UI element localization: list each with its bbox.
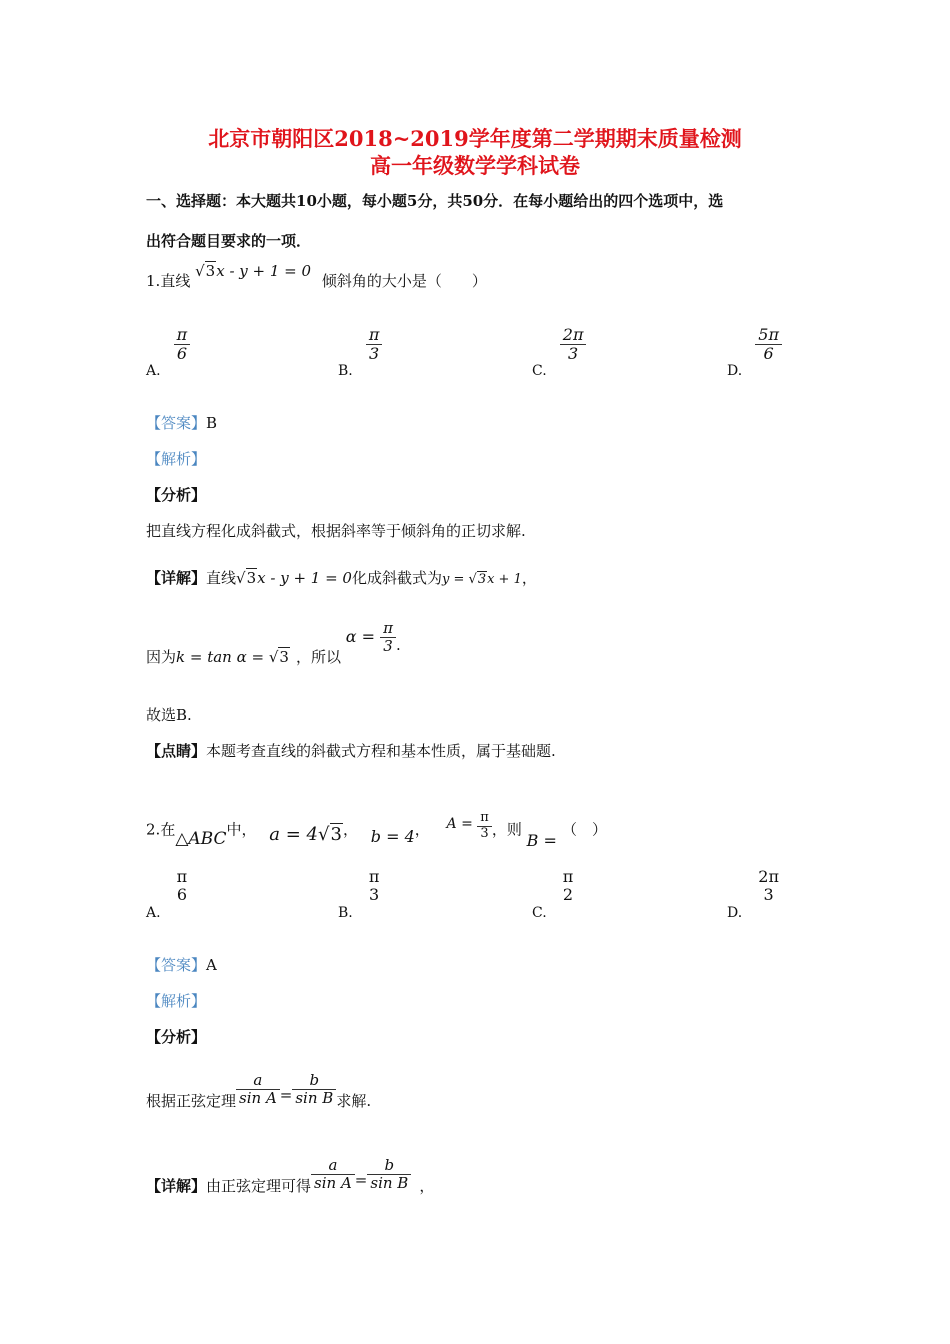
q2-option-d: D. 2π 3 <box>727 868 782 905</box>
option-fraction: $\frac{2\pi}{3}$ <box>560 326 587 364</box>
option-fraction: $\frac{\pi}{6}$ <box>174 326 191 364</box>
q1-equation: √3x - y + 1 = 0 <box>195 262 312 280</box>
q1-option-a: A. $\frac{\pi}{6}$ <box>146 326 190 364</box>
detail-fraction-a: $\frac{a}{\text{sin A}}$ <box>311 1157 355 1193</box>
doc-title-line2: 高一年级数学学科试卷 <box>370 153 580 178</box>
sqrt-symbol: √3 <box>195 262 216 280</box>
section-heading-line2: 出符合题目要求的一项． <box>146 232 312 250</box>
q2-analysis-tag: 【解析】 <box>146 992 207 1010</box>
law-fraction-a: $\frac{a}{\text{sin A}}$ <box>236 1072 280 1108</box>
q2-fenxi-tag: 【分析】 <box>146 1028 207 1046</box>
option-fraction: $\frac{5\pi}{6}$ <box>755 326 782 364</box>
option-fraction: 2π 3 <box>758 867 779 905</box>
q1-stem-suffix: 倾斜角的大小是（ ） <box>321 272 487 290</box>
q2-detail: 【详解】由正弦定理可得 $\frac{a}{\text{sin A}}$ = $\frac{b}{\text{sin B}}$ ， <box>146 1156 435 1195</box>
q1-option-b: B. $\frac{\pi}{3}$ <box>338 326 382 364</box>
q1-dianjing: 【点睛】本题考查直线的斜截式方程和基本性质，属于基础题. <box>146 742 556 760</box>
q1-answer: 【答案】B <box>146 414 218 432</box>
q1-detail: 【详解】直线√3x - y + 1 = 0化成斜截式为y = √3x + 1， <box>146 569 537 587</box>
q1-analysis-tag: 【解析】 <box>146 450 207 468</box>
q1-option-d: D. $\frac{5\pi}{6}$ <box>727 326 782 364</box>
doc-title-line1: 北京市朝阳区2018~2019学年度第二学期期末质量检测 <box>208 126 742 151</box>
q1-fenxi-text: 把直线方程化成斜截式，根据斜率等于倾斜角的正切求解. <box>146 522 526 540</box>
option-fraction: π 2 <box>562 867 574 905</box>
section-heading-line1: 一、选择题：本大题共10小题，每小题5分，共50分．在每小题给出的四个选项中，选 <box>146 192 724 210</box>
q2-option-c: C. π 2 <box>532 868 576 905</box>
alpha-fraction: $\frac{\pi}{3}$ <box>380 620 396 656</box>
q2-fenxi-text: 根据正弦定理 $\frac{a}{\text{sin A}}$ = $\frac{b}{\text{sin B}}$ 求解. <box>146 1071 372 1110</box>
q2-answer: 【答案】A <box>146 956 217 974</box>
option-fraction: π 6 <box>176 867 188 905</box>
q1-stem-prefix: 直线 <box>160 272 191 290</box>
q1-stem <box>146 262 487 291</box>
law-fraction-b: $\frac{b}{\text{sin B}}$ <box>292 1072 336 1108</box>
q1-choose: 故选B. <box>146 706 192 724</box>
q2-option-a: A. π 6 <box>146 868 190 905</box>
q1-because: 因为k = tan α = √3 ，所以 α = $\frac{\pi}{3}$ . <box>146 619 401 666</box>
q2-option-b: B. π 3 <box>338 868 382 905</box>
option-fraction: $\frac{\pi}{3}$ <box>366 326 383 364</box>
q1-number: 1. <box>146 272 161 290</box>
detail-fraction-b: $\frac{b}{\text{sin B}}$ <box>367 1157 411 1193</box>
q2-stem: 2.在△ABC中， a = 4√3， b = 4， A = $\frac{\pi}{3}$ ，则 B = （ ） <box>146 810 607 851</box>
q1-fenxi-tag: 【分析】 <box>146 486 207 504</box>
option-fraction: π 3 <box>368 867 380 905</box>
q1-option-c: C. $\frac{2\pi}{3}$ <box>532 326 586 364</box>
